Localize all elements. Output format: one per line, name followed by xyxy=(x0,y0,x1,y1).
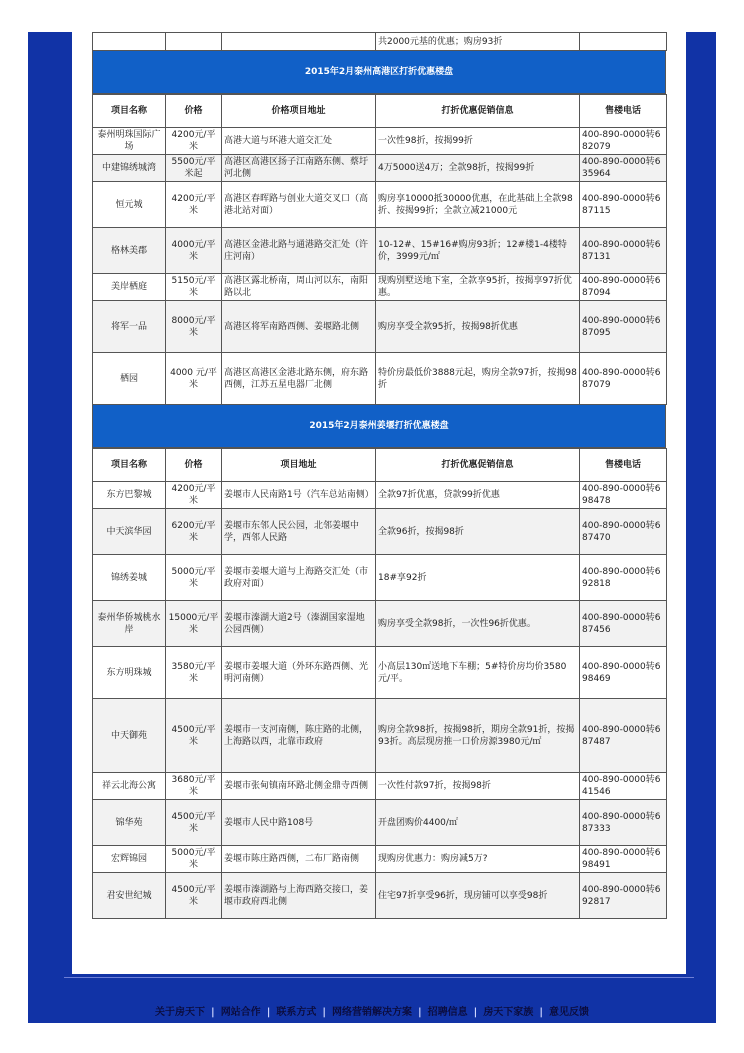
footer-divider xyxy=(64,977,694,978)
project-name-cell: 宏辉锦园 xyxy=(93,846,166,873)
phone-cell: 400-890-0000转635964 xyxy=(580,155,667,182)
address-cell: 姜堰市人民南路1号（汽车总站南侧） xyxy=(222,482,376,509)
project-name-cell: 锦绣姜城 xyxy=(93,555,166,601)
address-cell: 姜堰市姜堰大道（外环东路西侧、光明河南侧） xyxy=(222,647,376,699)
address-cell: 高港区露北桥南，周山河以东，南阳路以北 xyxy=(222,274,376,301)
project-name-cell: 恒元城 xyxy=(93,182,166,228)
footer-separator: | xyxy=(418,1007,422,1018)
column-header: 价格 xyxy=(166,449,222,482)
column-header: 价格项目地址 xyxy=(222,95,376,128)
column-header: 项目名称 xyxy=(93,449,166,482)
column-header: 售楼电话 xyxy=(580,449,667,482)
promo-cell: 10-12#、15#16#购房93折；12#楼1-4楼特价，3999元/㎡ xyxy=(376,228,580,274)
phone-cell: 400-890-0000转687456 xyxy=(580,601,667,647)
address-cell: 高港区金港北路与通港路交汇处（许庄河南） xyxy=(222,228,376,274)
table-row xyxy=(93,800,667,846)
promo-cell: 共2000元基的优惠；购房93折 xyxy=(376,33,580,51)
column-header: 打折优惠促销信息 xyxy=(376,449,580,482)
price-cell: 15000元/平米 xyxy=(166,601,222,647)
section-banner-gaogang: 2015年2月泰州高港区打折优惠楼盘 xyxy=(92,51,666,94)
table-row xyxy=(93,846,667,873)
footer-separator: | xyxy=(211,1007,215,1018)
gaogang-table-body xyxy=(93,95,667,405)
project-name-cell: 栖园 xyxy=(93,353,166,405)
table-row xyxy=(93,274,667,301)
promo-cell: 特价房最低价3888元起，购房全款97折，按揭98折 xyxy=(376,353,580,405)
address-cell: 姜堰市溱湖大道2号（溱湖国家湿地公园西侧） xyxy=(222,601,376,647)
promo-cell: 开盘团购价4400/㎡ xyxy=(376,800,580,846)
address-cell: 姜堰市张甸镇南环路北侧金鼎寺西侧 xyxy=(222,773,376,800)
address-cell: 姜堰市溱湖路与上海西路交接口，姜堰市政府西北侧 xyxy=(222,873,376,919)
project-name-cell: 东方巴黎城 xyxy=(93,482,166,509)
address-cell: 姜堰市人民中路108号 xyxy=(222,800,376,846)
phone-cell: 400-890-0000转692817 xyxy=(580,873,667,919)
jiangyan-table xyxy=(92,448,667,919)
table-row xyxy=(93,128,667,155)
column-header: 项目地址 xyxy=(222,449,376,482)
table-row xyxy=(93,647,667,699)
table-row xyxy=(93,155,667,182)
address-cell: 高港区春晖路与创业大道交叉口（高港北站对面） xyxy=(222,182,376,228)
table-row xyxy=(93,33,667,51)
promo-cell: 购房全款98折，按揭98折，期房全款91折，按揭93折。高层现房推一口价房源3980元/㎡ xyxy=(376,699,580,773)
project-name-cell: 泰州明珠国际广场 xyxy=(93,128,166,155)
promo-cell: 购房享10000抵30000优惠，在此基础上全款98折、按揭99折；全款立减21000元 xyxy=(376,182,580,228)
phone-cell: 400-890-0000转687487 xyxy=(580,699,667,773)
price-cell: 5150元/平米 xyxy=(166,274,222,301)
project-name-cell: 锦华苑 xyxy=(93,800,166,846)
project-name-cell: 格林美郡 xyxy=(93,228,166,274)
price-cell: 4500元/平米 xyxy=(166,699,222,773)
phone-cell: 400-890-0000转687094 xyxy=(580,274,667,301)
project-name-cell: 中建锦绣城湾 xyxy=(93,155,166,182)
project-name-cell: 东方明珠城 xyxy=(93,647,166,699)
phone-cell: 400-890-0000转687333 xyxy=(580,800,667,846)
price-cell: 8000元/平米 xyxy=(166,301,222,353)
phone-cell: 400-890-0000转698469 xyxy=(580,647,667,699)
table-row xyxy=(93,873,667,919)
table-row xyxy=(93,555,667,601)
phone-cell: 400-890-0000转682079 xyxy=(580,128,667,155)
promo-cell: 一次性付款97折，按揭98折 xyxy=(376,773,580,800)
table-row xyxy=(93,509,667,555)
address-cell: 高港区高港区金港北路东侧，府东路西侧，江苏五星电器厂北侧 xyxy=(222,353,376,405)
promo-cell: 一次性98折，按揭99折 xyxy=(376,128,580,155)
footer-link[interactable]: 招聘信息 xyxy=(427,1007,468,1018)
column-header: 项目名称 xyxy=(93,95,166,128)
price-cell: 5000元/平米 xyxy=(166,846,222,873)
phone-cell: 400-890-0000转687470 xyxy=(580,509,667,555)
table-header-row xyxy=(93,95,667,128)
phone-cell: 400-890-0000转641546 xyxy=(580,773,667,800)
footer-link[interactable]: 联系方式 xyxy=(276,1007,317,1018)
price-cell: 5500元/平米起 xyxy=(166,155,222,182)
footer-separator: | xyxy=(473,1007,478,1018)
column-header: 打折优惠促销信息 xyxy=(376,95,580,128)
listings-container xyxy=(92,32,666,919)
price-cell: 4200元/平米 xyxy=(166,182,222,228)
project-name-cell: 中天滨华园 xyxy=(93,509,166,555)
promo-cell: 18#享92折 xyxy=(376,555,580,601)
phone-cell: 400-890-0000转687115 xyxy=(580,182,667,228)
project-name-cell: 美岸栖庭 xyxy=(93,274,166,301)
address-cell: 高港区将军南路西侧、姜堰路北侧 xyxy=(222,301,376,353)
price-cell: 6200元/平米 xyxy=(166,509,222,555)
address-cell: 姜堰市陈庄路西侧，二布厂路南侧 xyxy=(222,846,376,873)
address-cell: 高港大道与环港大道交汇处 xyxy=(222,128,376,155)
project-name-cell: 将军一品 xyxy=(93,301,166,353)
price-cell: 4500元/平米 xyxy=(166,800,222,846)
promo-cell: 现购房优惠力：购房减5万? xyxy=(376,846,580,873)
phone-cell: 400-890-0000转698478 xyxy=(580,482,667,509)
table-row xyxy=(93,353,667,405)
footer-separator: | xyxy=(539,1007,543,1018)
table-row xyxy=(93,182,667,228)
table-row xyxy=(93,228,667,274)
project-name-cell: 中天御苑 xyxy=(93,699,166,773)
price-cell: 4000元/平米 xyxy=(166,228,222,274)
price-cell: 4500元/平米 xyxy=(166,873,222,919)
gaogang-table xyxy=(92,94,667,405)
section-banner-jiangyan: 2015年2月泰州姜堰打折优惠楼盘 xyxy=(92,405,666,448)
phone-cell: 400-890-0000转687131 xyxy=(580,228,667,274)
table-row xyxy=(93,482,667,509)
price-cell: 3580元/平米 xyxy=(166,647,222,699)
footer-link[interactable]: 网络营销解决方案 xyxy=(332,1007,412,1018)
phone-cell: 400-890-0000转698491 xyxy=(580,846,667,873)
phone-cell: 400-890-0000转687095 xyxy=(580,301,667,353)
table-row xyxy=(93,301,667,353)
phone-cell: 400-890-0000转687079 xyxy=(580,353,667,405)
column-header: 价格 xyxy=(166,95,222,128)
address-cell: 姜堰市姜堰大道与上海路交汇处（市政府对面） xyxy=(222,555,376,601)
promo-cell: 全款96折，按揭98折 xyxy=(376,509,580,555)
price-cell: 4200元/平米 xyxy=(166,482,222,509)
price-cell: 5000元/平米 xyxy=(166,555,222,601)
table-header-row xyxy=(93,449,667,482)
promo-cell: 购房享受全款98折，一次性96折优惠。 xyxy=(376,601,580,647)
project-name-cell: 泰州华侨城桃水岸 xyxy=(93,601,166,647)
footer-link[interactable]: 网站合作 xyxy=(220,1007,261,1018)
phone-cell: 400-890-0000转692818 xyxy=(580,555,667,601)
top-continuation-table xyxy=(92,32,667,51)
footer-link[interactable]: 关于房天下 xyxy=(155,1007,206,1018)
project-name-cell: 君安世纪城 xyxy=(93,873,166,919)
column-header: 售楼电话 xyxy=(580,95,667,128)
promo-cell: 购房享受全款95折，按揭98折优惠 xyxy=(376,301,580,353)
footer-separator: | xyxy=(322,1007,326,1018)
promo-cell: 全款97折优惠，贷款99折优惠 xyxy=(376,482,580,509)
footer-link[interactable]: 房天下家族 xyxy=(483,1007,534,1018)
footer-link[interactable]: 意见反馈 xyxy=(548,1007,589,1018)
price-cell: 3680元/平米 xyxy=(166,773,222,800)
address-cell: 姜堰市一支河南侧，陈庄路的北侧，上海路以西，北靠市政府 xyxy=(222,699,376,773)
footer-links xyxy=(100,1003,644,1018)
project-name-cell: 祥云北海公寓 xyxy=(93,773,166,800)
price-cell: 4200元/平米 xyxy=(166,128,222,155)
promo-cell: 小高层130㎡送地下车棚；5#特价房均价3580元/平。 xyxy=(376,647,580,699)
jiangyan-table-body xyxy=(93,449,667,919)
price-cell: 4000 元/平米 xyxy=(166,353,222,405)
promo-cell: 现购别墅送地下室，全款享95折，按揭享97折优惠。 xyxy=(376,274,580,301)
footer-separator: | xyxy=(266,1007,271,1018)
table-row xyxy=(93,699,667,773)
table-row xyxy=(93,601,667,647)
table-row xyxy=(93,773,667,800)
address-cell: 高港区高港区扬子江南路东侧、蔡圩河北侧 xyxy=(222,155,376,182)
address-cell: 姜堰市东邻人民公园，北邻姜堰中学，西邻人民路 xyxy=(222,509,376,555)
promo-cell: 住宅97折享受96折，现房铺可以享受98折 xyxy=(376,873,580,919)
promo-cell: 4万5000送4万；全款98折，按揭99折 xyxy=(376,155,580,182)
